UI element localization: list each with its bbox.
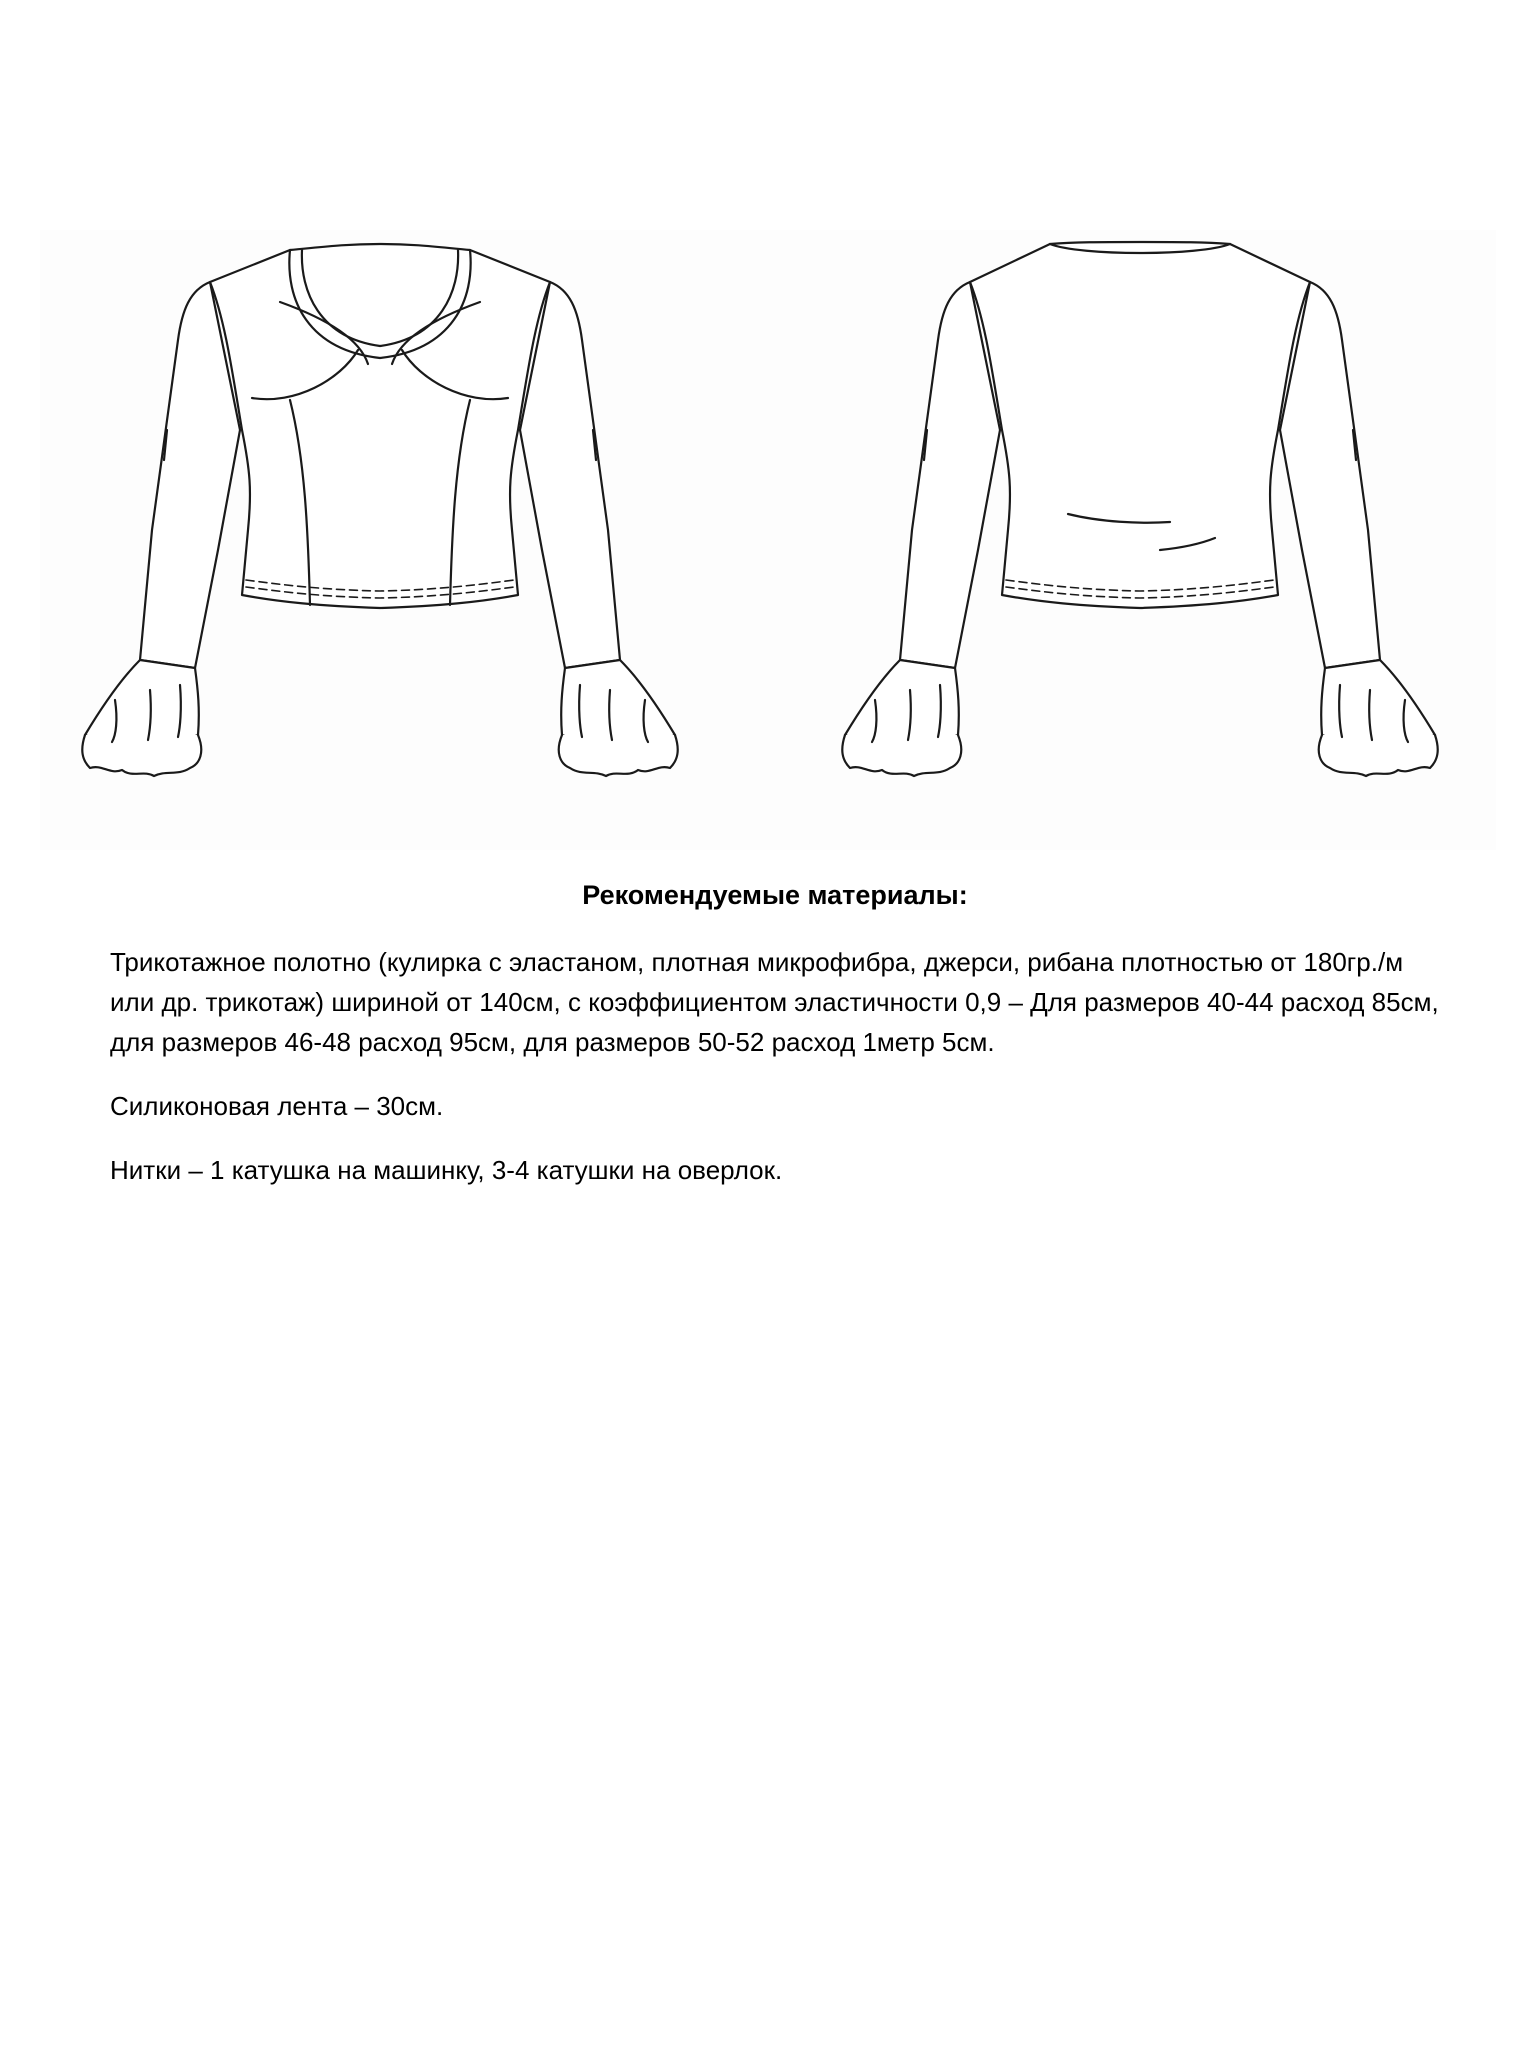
tape-description: Силиконовая лента – 30см. xyxy=(110,1091,444,1121)
materials-title: Рекомендуемые материалы: xyxy=(582,880,968,910)
blouse-front-drawing xyxy=(40,230,740,850)
threads-description: Нитки – 1 катушка на машинку, 3-4 катушки на оверлок. xyxy=(110,1155,783,1185)
blouse-back-sketch xyxy=(800,230,1500,850)
technical-sketches xyxy=(40,230,1496,850)
blouse-front-sketch xyxy=(40,230,740,850)
blouse-back-drawing xyxy=(800,230,1500,850)
materials-section xyxy=(110,876,1440,1214)
fabric-description: Трикотажное полотно (кулирка с эластаном, плотная микрофибра, джерси, рибана плотностью от 180гр./м или др. трикотаж) шириной от 140см, с коэффициентом эластичности 0,9 – Для размеров 40-44 расход 85см, для размеров 46-48 расход 95см, для размеров 50-52 расход 1метр 5см. xyxy=(110,947,1439,1057)
